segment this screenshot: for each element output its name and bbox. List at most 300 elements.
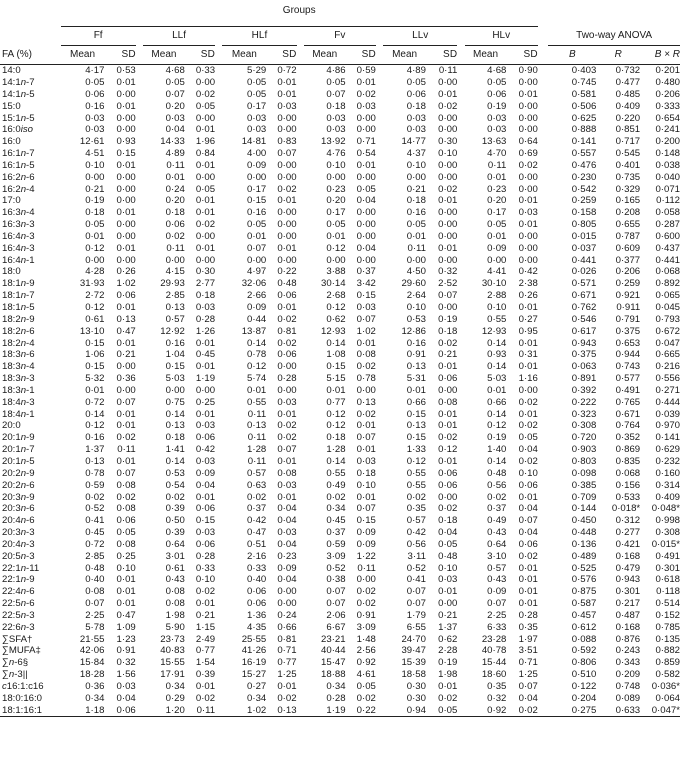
hlf-mean-cell: 0·01 [247,384,267,396]
column-gap [457,337,464,349]
table-row [0,515,680,527]
column-gap [538,408,548,420]
hlv-mean-cell: 0·66 [487,396,507,408]
hlf-mean-cell: 0·11 [247,408,267,420]
ff-sd-cell: 0·21 [116,349,136,361]
column-gap [376,266,383,278]
llf-sd-cell: 0·05 [195,100,216,112]
table-row [0,207,680,219]
llf-sd-cell: 0·11 [185,705,215,717]
anova-b-cell: 0·720 [571,432,597,444]
hlf-sd-cell: 0·01 [277,195,297,207]
llf-mean-cell: 15·55 [160,657,185,669]
fa-name-cell: ∑MUFA‡ [2,645,41,657]
anova-bxr-cell: 0·045 [655,302,680,313]
anova-r-cell: 0·209 [615,669,641,681]
fatty-acid-table [0,6,680,717]
llv-sd-cell: 0·21 [438,349,458,361]
anova-b-cell: 0·448 [571,527,597,539]
fv-mean-cell: 0·12 [326,420,346,432]
column-gap [457,622,464,634]
column-gap [457,243,464,255]
column-gap [215,385,222,397]
ff-mean-cell: 0·18 [85,207,105,219]
column-gap [376,574,383,586]
fv-mean-cell: 0·20 [326,195,346,207]
column-gap [538,634,548,646]
hlv-sd-cell: 0·07 [518,681,538,692]
llf-sd-cell: 0·01 [195,124,216,136]
llf-sd-cell: 0·02 [195,88,216,100]
fa-name-cell: 20:2n-9 [2,467,35,479]
group-header-ff: Ff [61,27,136,46]
column-gap [538,124,548,136]
fv-sd-cell: 0·18 [356,467,376,479]
column-gap [215,456,222,468]
fv-mean-cell: 0·55 [326,467,346,479]
hlf-mean-cell: 0·02 [247,491,267,503]
anova-bxr-cell: 0·287 [655,219,680,231]
column-gap [215,148,222,160]
column-gap [538,148,548,160]
column-gap [538,183,548,195]
column-gap [457,172,464,184]
anova-b-cell: 0·457 [571,609,597,621]
llf-mean-cell: 0·29 [165,692,185,704]
column-gap [297,290,304,302]
anova-b-cell: 0·122 [571,681,597,692]
column-gap [457,326,464,338]
llv-sd-cell: 0·07 [438,290,458,302]
ff-sd-cell: 0·02 [116,491,136,503]
hlv-mean-cell: 0·19 [487,100,507,112]
column-gap [457,255,464,267]
fv-mean-cell: 3·88 [326,266,346,278]
llf-mean-cell: 0·01 [165,171,185,183]
table-row [0,681,680,693]
column-gap [215,598,222,610]
hlf-mean-cell: 16·19 [241,657,267,669]
hlv-mean-cell: 4·41 [487,266,507,278]
hlv-mean-cell: 0·35 [487,681,507,692]
ff-mean-cell: 0·12 [85,302,105,313]
llv-sd-cell: 0·01 [438,408,458,420]
column-gap [215,207,222,219]
column-gap [538,456,548,468]
fv-sd-cell: 0·10 [356,479,376,491]
column-gap [376,586,383,598]
anova-r-cell: 0·633 [596,705,640,717]
anova-bxr-cell: 0·491 [655,550,680,562]
column-gap [457,480,464,492]
hlv-mean-cell: 6·33 [487,621,507,633]
column-gap [376,290,383,302]
column-gap [538,645,548,657]
column-gap [376,527,383,539]
column-gap [297,136,304,148]
fv-mean-cell: 0·34 [326,503,346,515]
column-gap [297,219,304,231]
hlv-sd-cell: 0·04 [518,503,538,515]
fa-name-cell: 18:2n-4 [2,337,35,349]
column-gap [538,551,548,563]
column-gap [297,231,304,243]
hlv-mean-cell: 0·43 [487,527,507,539]
fa-name-cell: ∑n-3|| [2,669,28,681]
column-gap [457,65,464,77]
llf-sd-cell: 0·00 [195,230,216,242]
column-gap [297,432,304,444]
fa-name-cell: 16:0iso [2,124,33,136]
column-gap [457,148,464,160]
ff-sd-cell: 1·23 [116,633,136,645]
anova-b-cell: 0·581 [571,88,597,100]
fv-sd-cell: 0·04 [356,242,376,254]
llv-mean-cell: 1·33 [406,444,426,456]
fv-sd-cell: 0·00 [356,112,376,124]
ff-sd-cell: 0·00 [116,171,136,183]
anova-bxr-cell: 0·793 [655,313,680,325]
llv-sd-cell: 0·03 [438,574,458,586]
column-gap [297,539,304,551]
fv-mean-cell: 0·00 [326,171,346,183]
column-gap [297,420,304,432]
column-gap [297,101,304,113]
llf-mean-cell: 0·54 [165,479,185,491]
hlv-mean-cell: 18·60 [481,669,507,681]
llf-mean-cell: 5·90 [165,621,185,633]
hlv-mean-cell: 0·01 [487,171,507,183]
fa-name-cell: 18:4n-1 [2,408,35,420]
column-gap [136,183,143,195]
hlf-mean-cell: 15·27 [241,669,267,681]
llf-mean-cell: 3·01 [165,550,185,562]
column-gap [457,278,464,290]
hlf-sd-cell: 0·00 [277,586,297,598]
llv-mean-cell: 5·31 [406,373,426,385]
ff-mean-cell: 0·34 [85,692,105,704]
fv-mean-cell: 0·34 [326,681,346,692]
column-gap [376,101,383,113]
fa-name-cell: 16:4n-3 [2,230,35,242]
hlv-mean-cell: 0·03 [487,112,507,124]
fv-mean-cell: 0·52 [326,562,346,574]
hlf-sd-cell: 0·01 [277,242,297,254]
anova-b-cell: 0·546 [571,313,597,325]
hlf-sd-cell: 0·81 [277,633,297,645]
column-gap [457,136,464,148]
column-gap [538,136,548,148]
column-gap [376,634,383,646]
hlv-sd-cell: 0·03 [518,207,538,219]
column-gap [376,65,383,77]
fv-sd-cell: 0·03 [356,455,376,467]
column-gap [297,124,304,136]
hlv-sd-cell: 0·04 [518,692,538,704]
hlv-mean-cell: 0·19 [487,432,507,444]
anova-r-cell: 0·477 [615,76,641,88]
column-gap [457,302,464,314]
llf-sd-cell: 2·49 [195,633,216,645]
column-gap [215,183,222,195]
fv-mean-cell: 0·38 [326,574,346,586]
llv-mean-cell: 12·86 [401,325,426,337]
anova-r-cell: 0·735 [615,171,641,183]
hlv-mean-cell: 0·09 [487,586,507,598]
hlf-mean-cell: 0·57 [247,467,267,479]
column-gap [215,491,222,503]
llv-mean-cell: 0·01 [406,230,426,242]
anova-b-cell: 0·037 [571,242,597,254]
anova-r-cell: 0·479 [615,562,641,574]
fa-name-cell: 20:1n-5 [2,455,35,467]
anova-bxr-cell: 0·064 [655,692,680,704]
column-gap [457,468,464,480]
hlf-sd-cell: 0·24 [277,609,297,621]
column-gap [538,112,548,124]
column-gap [538,515,548,527]
column-gap [136,480,143,492]
ff-sd-cell: 0·10 [116,562,136,574]
column-gap [136,326,143,338]
fv-sd-cell: 0·00 [356,219,376,231]
fa-name-cell: 20:5n-3 [2,550,35,562]
llf-sd-cell: 0·00 [195,171,216,183]
fa-name-cell: 15:0 [2,100,21,112]
table-row [0,148,680,160]
column-gap [376,349,383,361]
anova-b-cell: 0·805 [571,219,597,231]
column-gap [297,183,304,195]
hlf-mean-cell: 0·13 [247,420,267,432]
llv-mean-cell: 18·58 [401,669,426,681]
column-gap [538,77,548,89]
fv-sd-cell: 0·22 [346,705,376,717]
column-gap [376,444,383,456]
hlf-mean-cell: 0·16 [247,207,267,219]
anova-r-cell: 0·259 [615,278,641,290]
column-gap [136,598,143,610]
hlv-mean-cell: 0·43 [487,574,507,586]
hlv-sd-cell: 0·00 [518,384,538,396]
column-gap [538,219,548,231]
hlf-mean-cell: 0·06 [247,586,267,598]
group-header-fv: Fv [304,27,376,46]
column-gap [538,432,548,444]
column-gap [215,634,222,646]
llf-mean-cell: 0·18 [165,432,185,444]
hlf-mean-cell: 0·12 [247,361,267,373]
llv-mean-cell: 0·16 [406,207,426,219]
llv-sd-cell: 0·05 [438,538,458,550]
table-row [0,219,680,231]
anova-bxr-cell: 0·654 [655,112,680,124]
llf-mean-cell: 0·14 [165,455,185,467]
anova-bxr-cell: 0·514 [655,598,680,610]
fa-name-cell: 22:1n-11 [2,562,40,574]
anova-r-cell: 0·377 [615,254,641,266]
hlf-sd-cell: 0·02 [277,183,297,195]
hlf-mean-cell: 1·02 [222,705,266,717]
table-row [0,491,680,503]
hlf-sd-cell: 0·28 [277,373,297,385]
column-gap [457,89,464,101]
ff-sd-cell: 0·01 [116,337,136,349]
column-gap [538,705,548,717]
ff-sd-cell: 0·01 [116,455,136,467]
llv-mean-cell: 0·52 [406,562,426,574]
anova-b-cell: 0·230 [571,171,597,183]
ff-mean-cell: 0·00 [85,254,105,266]
table-row [0,397,680,409]
anova-bxr-cell: 0·015* [651,538,680,550]
column-gap [136,456,143,468]
column-gap [538,385,548,397]
ff-mean-cell: 5·32 [85,373,105,385]
anova-bxr-cell: 0·201 [655,65,680,77]
column-gap [136,243,143,255]
llv-mean-cell: 0·18 [406,100,426,112]
table-row [0,255,680,267]
column-gap [215,160,222,172]
column-gap [136,101,143,113]
llv-mean-cell: 0·05 [406,219,426,231]
hlv-sd-cell: 0·02 [518,159,538,171]
fv-mean-cell: 0·17 [326,207,346,219]
table-row [0,361,680,373]
llv-mean-cell: 39·47 [401,645,426,657]
fv-mean-cell: 0·28 [326,692,346,704]
anova-bxr-cell: 0·241 [655,124,680,136]
ff-sd-cell: 0·01 [116,408,136,420]
column-gap [297,361,304,373]
fa-name-cell: 16:3n-3 [2,219,35,231]
ff-sd-cell: 0·08 [116,503,136,515]
column-gap [215,349,222,361]
column-gap [297,326,304,338]
hlf-sd-cell: 0·71 [277,645,297,657]
mean-header: Mean [392,49,418,60]
anova-b-cell: 0·450 [571,515,597,527]
column-gap [376,231,383,243]
sd-header: SD [282,49,297,60]
llf-sd-cell: 0·28 [195,550,216,562]
anova-r-cell: 0·352 [615,432,641,444]
hlf-sd-cell: 0·03 [277,100,297,112]
column-gap [457,195,464,207]
llv-sd-cell: 2·28 [438,645,458,657]
anova-b-cell: 0·557 [571,148,597,160]
fv-mean-cell: 12·93 [321,325,346,337]
anova-b-cell: 0·015 [571,230,597,242]
hlv-sd-cell: 0·05 [518,432,538,444]
fv-sd-cell: 0·03 [356,302,376,313]
ff-sd-cell: 0·01 [116,242,136,254]
llf-sd-cell: 0·01 [195,491,216,503]
column-gap [215,219,222,231]
hlf-mean-cell: 0·05 [247,219,267,231]
llf-sd-cell: 0·04 [195,479,216,491]
hlf-sd-cell: 0·04 [277,538,297,550]
hlv-mean-cell: 12·93 [481,325,507,337]
llf-sd-cell: 0·25 [195,396,216,408]
group-header-llv: LLv [383,27,457,46]
column-gap [538,562,548,574]
table-row [0,290,680,302]
column-gap [297,207,304,219]
llv-mean-cell: 0·30 [406,681,426,692]
fa-name-cell: 18:1n-5 [2,302,35,313]
column-gap [538,657,548,669]
column-gap [215,515,222,527]
hlf-sd-cell: 0·22 [277,266,297,278]
anova-b-cell: 0·026 [571,266,597,278]
column-gap [457,266,464,278]
ff-mean-cell: 0·72 [85,538,105,550]
column-gap [136,77,143,89]
llv-sd-cell: 0·18 [438,325,458,337]
fv-sd-cell: 0·05 [356,183,376,195]
llv-mean-cell: 0·66 [406,396,426,408]
column-gap [136,195,143,207]
column-gap [376,373,383,385]
ff-mean-cell: 0·05 [85,76,105,88]
llv-mean-cell: 0·05 [406,76,426,88]
ff-sd-cell: 0·00 [116,254,136,266]
anova-bxr-cell: 0·892 [655,278,680,290]
column-gap [215,408,222,420]
column-gap [457,491,464,503]
fv-sd-cell: 0·15 [356,290,376,302]
llf-sd-cell: 0·77 [195,645,216,657]
table-row [0,302,680,314]
anova-b-cell: 0·308 [571,420,597,432]
llf-mean-cell: 40·83 [160,645,185,657]
hlv-sd-cell: 0·00 [518,171,538,183]
fv-mean-cell: 0·15 [326,361,346,373]
llv-sd-cell: 0·01 [438,195,458,207]
ff-mean-cell: 1·18 [61,705,105,717]
column-gap [457,456,464,468]
anova-r-cell: 0·329 [615,183,641,195]
fa-name-cell: 18:2n-9 [2,313,35,325]
column-gap [215,574,222,586]
hlf-sd-cell: 0·13 [266,705,296,717]
column-gap [538,598,548,610]
column-gap [136,361,143,373]
hlv-mean-cell: 0·01 [487,230,507,242]
ff-mean-cell: 0·01 [85,384,105,396]
fv-mean-cell: 0·03 [326,112,346,124]
ff-sd-cell: 0·93 [116,136,136,148]
column-gap [297,112,304,124]
column-gap [215,195,222,207]
table-row [0,89,680,101]
column-gap [297,89,304,101]
column-gap [136,669,143,681]
ff-mean-cell: 0·10 [85,159,105,171]
llf-sd-cell: 0·00 [195,112,216,124]
hlf-mean-cell: 41·26 [241,645,267,657]
column-gap [297,255,304,267]
hlf-sd-cell: 0·09 [277,562,297,574]
fv-sd-cell: 0·54 [356,148,376,160]
llv-mean-cell: 0·03 [406,124,426,136]
anova-bxr-cell: 0·480 [655,76,680,88]
sd-header: SD [121,49,136,60]
llv-sd-cell: 0·10 [438,562,458,574]
fv-mean-cell: 0·23 [326,183,346,195]
